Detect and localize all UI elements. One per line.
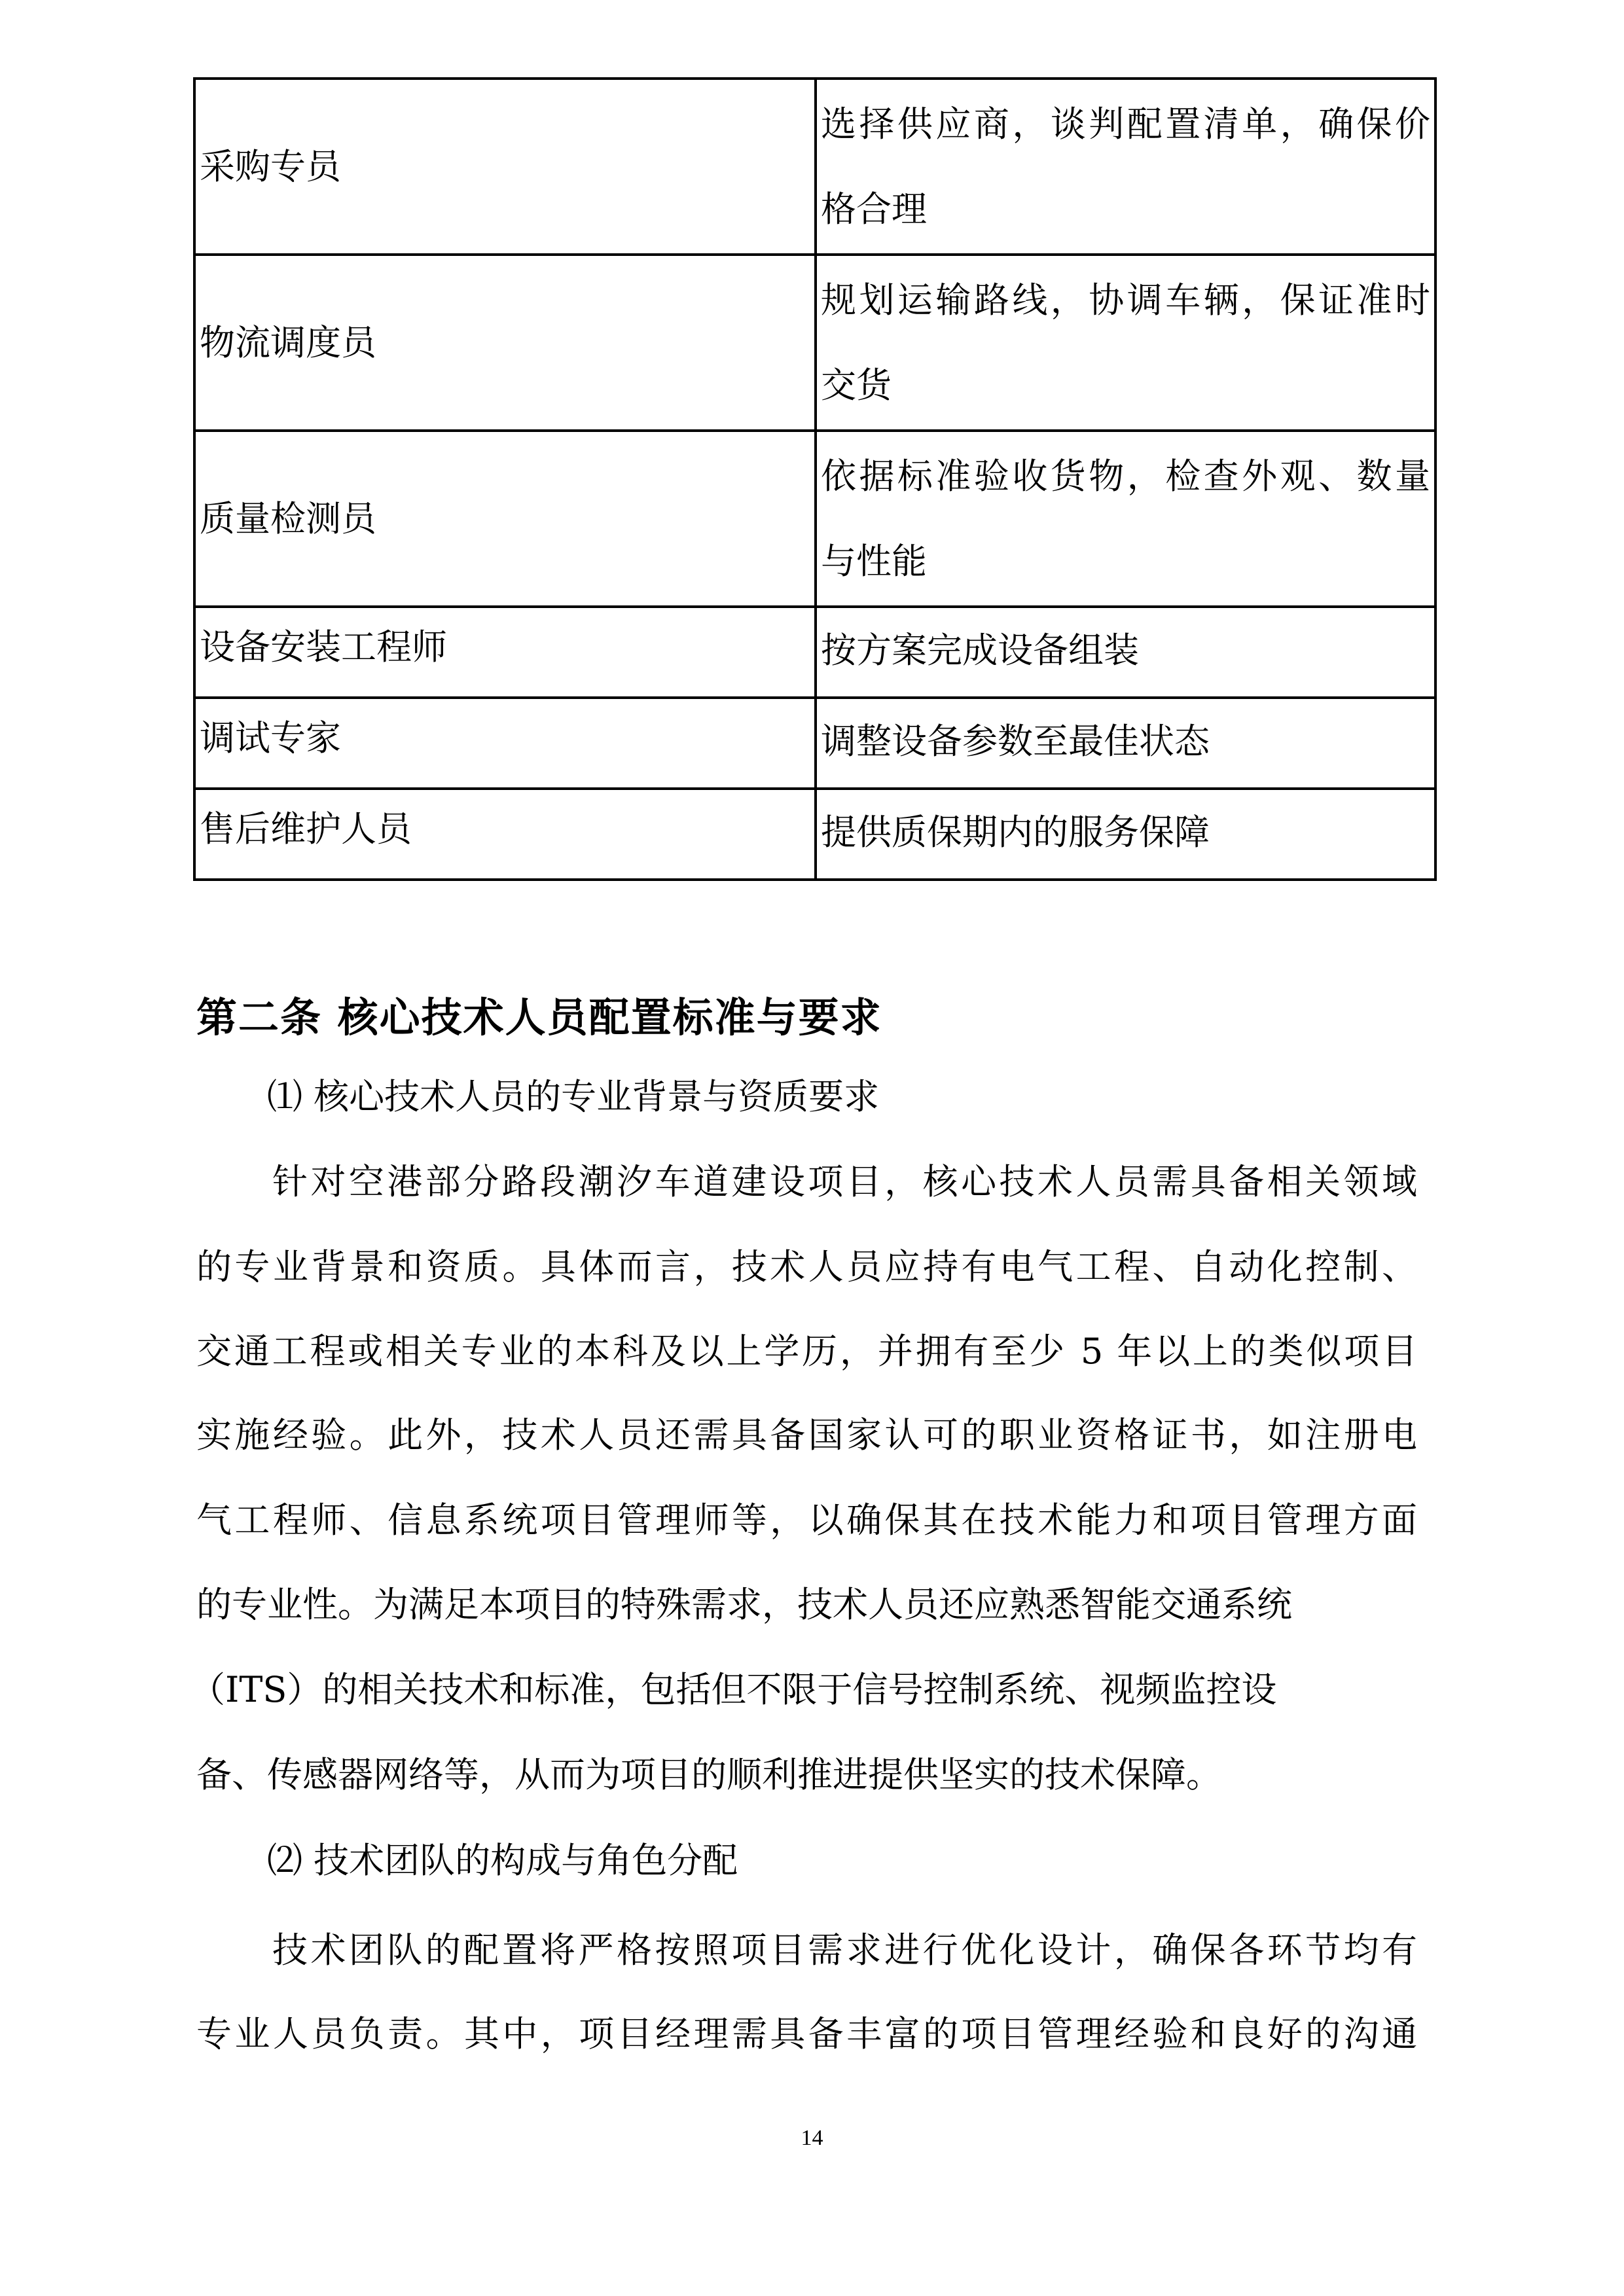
paragraph-line: 气工程师、信息系统项目管理师等，以确保其在技术能力和项目管理方面 (196, 1499, 1417, 1541)
paragraph-line: 的专业背景和资质。具体而言，技术人员应持有电气工程、自动化控制、 (196, 1246, 1417, 1287)
table-row (194, 607, 1435, 698)
role-cell: 售后维护人员 (194, 789, 816, 880)
paragraph-line: 备、传感器网络等，从而为项目的顺利推进提供坚实的技术保障。 (196, 1754, 1221, 1795)
paragraph-line: 交通工程或相关专业的本科及以上学历，并拥有至少 5 年以上的类似项目 (196, 1331, 1417, 1372)
duty-cell: 调整设备参数至最佳状态 (816, 698, 1435, 789)
role-cell: 物流调度员 (194, 255, 816, 431)
paragraph-line: 专业人员负责。其中，项目经理需具备丰富的项目管理经验和良好的沟通 (196, 2013, 1417, 2054)
duty-cell: 选择供应商，谈判配置清单，确保价 格合理 (816, 79, 1435, 255)
role-cell: 质量检测员 (194, 431, 816, 607)
table-row (194, 789, 1435, 880)
table-row (194, 431, 1435, 607)
paragraph-line: 实施经验。此外，技术人员还需具备国家认可的职业资格证书，如注册电 (196, 1414, 1417, 1456)
table-row (194, 255, 1435, 431)
role-cell: 采购专员 (194, 79, 816, 255)
section-heading: 第二条 核心技术人员配置标准与要求 (196, 994, 882, 1041)
role-cell: 设备安装工程师 (194, 607, 816, 698)
table-row (194, 79, 1435, 255)
subheading-2: ⑵ 技术团队的构成与角色分配 (267, 1840, 738, 1881)
duty-cell: 提供质保期内的服务保障 (816, 789, 1435, 880)
paragraph-line: 的专业性。为满足本项目的特殊需求，技术人员还应熟悉智能交通系统 (196, 1584, 1292, 1625)
duty-cell: 按方案完成设备组装 (816, 607, 1435, 698)
page-number: 14 (801, 2126, 823, 2150)
role-cell: 调试专家 (194, 698, 816, 789)
paragraph-line: 针对空港部分路段潮汐车道建设项目，核心技术人员需具备相关领域 (272, 1161, 1417, 1202)
table-row (194, 698, 1435, 789)
duty-cell: 依据标准验收货物，检查外观、数量 与性能 (816, 431, 1435, 607)
paragraph-line: （ITS）的相关技术和标准，包括但不限于信号控制系统、视频监控设 (190, 1669, 1277, 1710)
duty-cell: 规划运输路线，协调车辆，保证准时 交货 (816, 255, 1435, 431)
subheading-1: ⑴ 核心技术人员的专业背景与资质要求 (267, 1076, 880, 1117)
paragraph-line: 技术团队的配置将严格按照项目需求进行优化设计，确保各环节均有 (272, 1929, 1417, 1971)
roles-table (193, 77, 1437, 881)
